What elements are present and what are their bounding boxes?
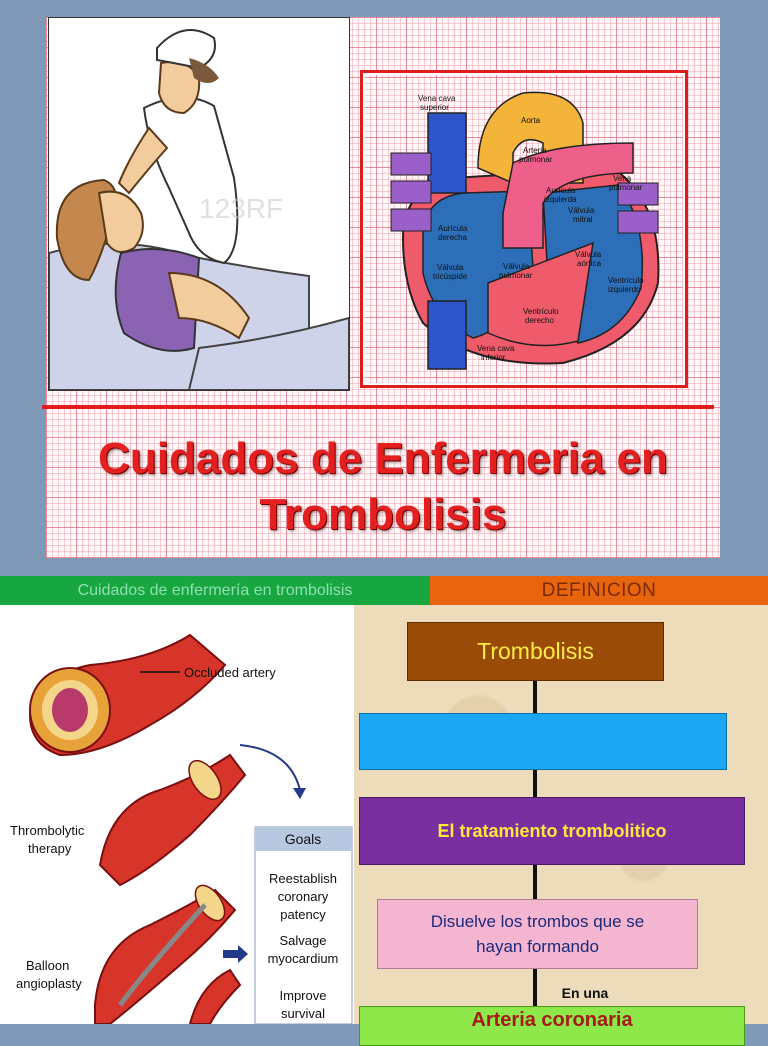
label-auricula-izquierda: Aurícula	[546, 186, 576, 195]
svg-text:123RF: 123RF	[199, 193, 284, 224]
label-vena-cava-superior: Vena cava	[418, 94, 456, 103]
label-vena-pulmonar: Vena	[613, 174, 632, 183]
balloon-label: Balloon	[26, 958, 70, 973]
goals-title: Goals	[284, 831, 322, 847]
label-valvula-tricuspide: Válvula	[437, 263, 464, 272]
artery-illustration	[0, 605, 354, 1024]
label-auricula-derecha: Aurícula	[438, 224, 468, 233]
svg-text:pulmonar: pulmonar	[519, 155, 553, 164]
arteria-coronaria-box: Arteria coronaria	[359, 1006, 745, 1046]
disuelve-line-2: hayan formando	[476, 937, 599, 956]
svg-text:inferior: inferior	[481, 353, 506, 362]
connector-text: En una	[561, 985, 609, 1001]
label-valvula-pulmonar: Válvula	[503, 262, 530, 271]
svg-text:aórtica: aórtica	[577, 259, 602, 268]
definition-slide	[0, 576, 768, 1031]
disuelve-line-1: Disuelve los trombos que se	[430, 912, 645, 931]
trombolisis-box: Trombolisis	[407, 622, 664, 681]
label-valvula-aortica: Válvula	[575, 250, 602, 259]
svg-text:Improve: Improve	[279, 988, 327, 1003]
label-ventriculo-derecho: Ventrículo	[523, 307, 559, 316]
connector-line	[533, 770, 537, 797]
title-slide	[46, 17, 720, 558]
label-arteria-pulmonar: Arteria	[523, 146, 547, 155]
svg-text:mitral: mitral	[573, 215, 593, 224]
svg-text:angioplasty: angioplasty	[16, 976, 82, 991]
heart-diagram	[360, 70, 688, 388]
svg-text:coronary: coronary	[277, 889, 329, 904]
title-line-2: Trombolisis	[259, 490, 507, 539]
svg-text:derecha: derecha	[438, 233, 467, 242]
occluded-artery-label: Occluded artery	[184, 665, 276, 680]
svg-text:survival: survival	[280, 1006, 326, 1021]
page-title	[46, 431, 720, 543]
nurse-patient-illustration	[48, 17, 350, 391]
tratamiento-box: El tratamiento trombolitico	[359, 797, 745, 865]
title-divider	[42, 405, 714, 409]
svg-text:pulmonar: pulmonar	[609, 183, 643, 192]
label-ventriculo-izquierdo: Ventrículo	[608, 276, 644, 285]
label-aorta: Aorta	[521, 116, 541, 125]
label-valvula-mitral: Válvula	[568, 206, 595, 215]
svg-text:izquierdo: izquierdo	[608, 285, 641, 294]
svg-text:myocardium: myocardium	[267, 951, 339, 966]
title-line-1: Cuidados de Enfermeria en	[98, 434, 668, 483]
connector-line	[533, 681, 537, 713]
svg-text:Reestablish: Reestablish	[269, 871, 337, 886]
svg-text:superior: superior	[420, 103, 449, 112]
svg-text:derecho: derecho	[525, 316, 554, 325]
svg-text:tricúspide: tricúspide	[433, 272, 468, 281]
slide-header-right: DEFINICION	[430, 576, 768, 605]
svg-text:patency: patency	[280, 907, 326, 922]
svg-text:Salvage: Salvage	[279, 933, 327, 948]
thrombolytic-label: Thrombolytic	[10, 823, 85, 838]
svg-text:pulmonar: pulmonar	[499, 271, 533, 280]
blank-blue-box	[359, 713, 727, 770]
label-vena-cava-inferior: Vena cava	[477, 344, 515, 353]
svg-text:izquierda: izquierda	[544, 195, 577, 204]
connector-line	[533, 865, 537, 899]
disuelve-box	[377, 899, 698, 969]
svg-text:therapy: therapy	[28, 841, 72, 856]
slide-header-left: Cuidados de enfermería en trombolisis	[0, 576, 430, 605]
